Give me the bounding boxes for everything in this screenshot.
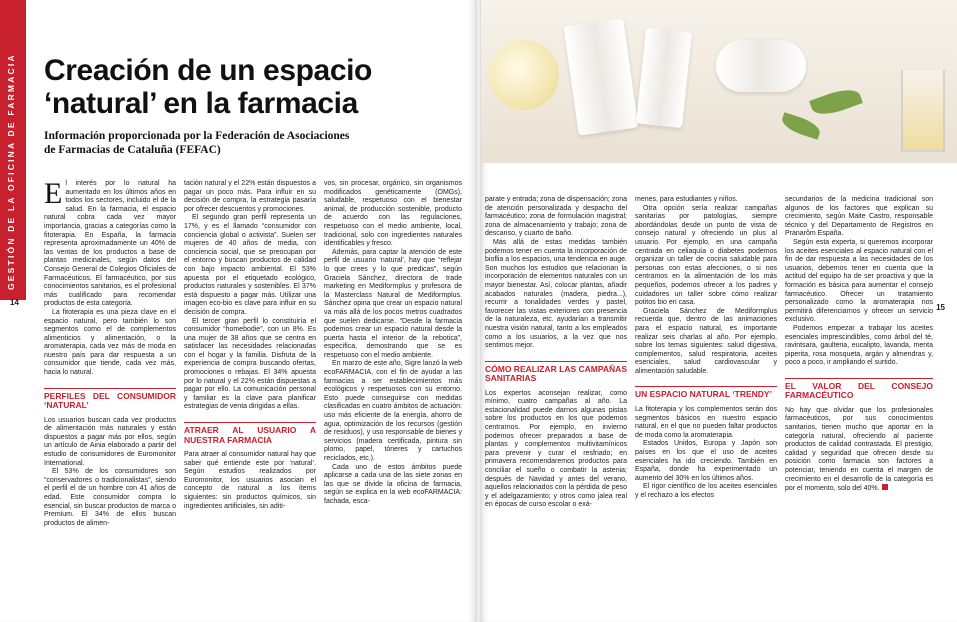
text-column-3 <box>324 180 462 507</box>
glass-shape <box>901 70 945 152</box>
right-page <box>481 0 957 622</box>
tube-shape <box>716 40 806 92</box>
section-heading: ATRAER AL USUARIO A NUESTRA FARMACIA <box>184 422 316 445</box>
paragraph: parate y entrada; zona de dispensación; zona de atención personalizada y despacho del farmacéutico; zona de formulación magistral; zona de almacenamiento y trabajo; zona de descanso, y cuarto de baño. <box>485 196 627 238</box>
bottle-shape <box>636 28 692 128</box>
paragraph: Para atraer al consumidor natural hay que saber qué entiende este por ‘natural’. Según estudios realizados por Euromonitor, los usuarios asocian el concepto de natural a los ítems siguientes: sin productos químicos, sin ingredientes artificiales, sin aditi- <box>184 451 316 510</box>
paragraph: Graciela Sánchez de Mediformplus recuerda que, dentro de las animaciones para el espacio natural, es importante realizar seis charlas al año. Por ejemplo, sobre los temas siguientes: salud digestiva, complementos, salud respiratoria, aceites esenciales, salud cardiovascular y alimentación saludable. <box>635 307 777 375</box>
end-mark <box>882 484 888 490</box>
paragraph: El interés por lo natural ha aumentado en los últimos años en todos los sectores, incluido el de la salud. En la farmacia, el espacio natural cobra cada vez mayor importancia, gracias a categorías como la fitoterapia. En España, la farmacia representa aproximadamente un 40% de las ventas de los productos a base de plantas medicinales, según datos del Consejo General de Colegios Oficiales de Farmacéuticos. El farmacéutico, por sus conocimientos sanitarios, es el profesional más cualificado para recomendar productos de esta categoría. <box>44 177 176 308</box>
paragraph: La fitoterapia y los complementos serán dos segmentos básicos en nuestro espacio natural, en el que no pueden faltar productos de moda como la aromaterapia. <box>635 405 777 439</box>
section-label: GESTIÓN DE LA OFICINA DE FARMACIA <box>6 53 16 290</box>
title-line-1: Creación de un espacio <box>44 54 372 87</box>
subtitle-line-2: de Farmacias de Cataluña (FEFAC) <box>44 144 221 156</box>
paragraph: No hay que olvidar que los profesionales farmacéuticos, por sus conocimientos sanitarios, tienen mucho que aportar en la categoría natural, ofreciendo al paciente productos de calidad contrastada. El prestigio, calidad y seguridad que ofrecen desde su posición como farmacia son factores a potenciar, teniendo en cuenta el margen de crecimiento en el desarrollo de la categoría es por el momento, solo del 40%. <box>785 406 933 493</box>
paragraph: En marzo de este año, Sigre lanzó la web ecoFARMACIA, con el fin de ayudar a las farmacias a ser establecimientos más ecológicos y respetuosos con su entorno. Esto puede conseguirse con medidas clasificadas en cuatro ámbitos de actuación: uso más eficiente de la energía, ahorro de agua, optimización de los recursos (gestión de residuos), y uso responsable de bienes y servicios (madera certificada, pintura sin plomo, papel, tóneres y cartuchos reciclados, etc.). <box>324 360 462 462</box>
drop-cap: E <box>44 177 63 210</box>
paragraph: Los expertos aconsejan realizar, como mínimo, cuatro campañas al año. La estacionalidad puede darnos algunas pistas sobre los productos en los que podemos centrarnos. Por ejemplo, en invierno podemos ofrecer preparados a base de plantas y complementos multivitamínicos para prevenir y curar el resfriado; en primavera recomendaremos productos para conciliar el sueño o combatir la astenia; después de Navidad y antes del verano, aquellos relacionados con la pérdida de peso y el adelgazamiento; y otros como jalea real en épocas de curso escolar o exá- <box>485 389 627 509</box>
paragraph: Otra opción sería realizar campañas sanitarias por patologías, siempre abordándolas desde un punto de vista de consejo natural y ofreciendo un plus al usuario. Por ejemplo, en una campaña centrada en celiaquía o diabetes podemos organizar un taller de cocina saludable para personas con estas afecciones, o si nos centramos en la alimentación de los más pequeños, podemos ofrecer a los padres y cuidadores un taller sobre cómo realizar potitos bio en casa. <box>635 204 777 307</box>
paragraph: Estados Unidos, Europa y Japón son países en los que el uso de aceites esenciales ha ido creciendo. También en España, donde ha experimentado un aumento del 30% en los últimos años. <box>635 440 777 482</box>
section-heading: EL VALOR DEL CONSEJO FARMACÉUTICO <box>785 378 933 401</box>
leaf-shape <box>809 84 863 120</box>
paragraph: Los usuarios buscan cada vez productos de alimentación más naturales y están dispuestos a pagar más por ellos, según un artículo de Ainia elaborado a partir del estudio de consumidores de Euromonitor International. <box>44 416 176 467</box>
article-subtitle <box>44 129 464 157</box>
paragraph: Podemos empezar a trabajar los aceites esenciales imprescindibles, como árbol del té, ravintsara, gaulteria, eucalipto, lavanda, menta piperita, rosa mosqueta, argán y almendras y, poco a poco, ir ampliando el surtido. <box>785 324 933 367</box>
paragraph: secundarios de la medicina tradicional son algunos de los factores que explican su crecimiento, según Maite Castro, responsable técnico y del Departamento de Registros en Pranarôm España. <box>785 196 933 238</box>
text-column-6 <box>785 196 933 494</box>
bottle-shape <box>564 18 639 135</box>
paragraph: El tercer gran perfil lo constituiría el consumidor “homebodie”, con un 8%. Es una mujer de 38 años que se centra en satisfacer las necesidades relacionadas con el hogar y la familia. Disfruta de la experiencia de compra buscando ofertas, promociones o rebajas. El 34% apuesta por lo natural y el 22% están dispuestas a pagar por ello. La comunicación personal y familiar es la clave para planificar estrategias de venta dirigidas a ellas. <box>184 317 316 411</box>
paragraph: tación natural y el 22% están dispuestos a pagar un poco más. Para influir en su decisión de compra, la estrategia pasaría por ofrecer descuentos y promociones. <box>184 180 316 213</box>
paragraph: Más allá de estas medidas también podemos tener en cuenta la incorporación de bioflia a los espacios, una tendencia en auge. Son muchos los estudios que relacionan la incorporación de elementos naturales con un mayor bienestar. Así, colocar plantas, añadir acabados naturales (madera, piedra...), recurrir a tonalidades verdes y pastel, favorecer las vistas exteriores con presencia de la naturaleza, etc. ayudarían a transmitir nuestra visión natural, tanto a los empleados como a los usuarios, a la vez que nos sentimos mejor. <box>485 238 627 350</box>
paragraph: menes, para estudiantes y niños. <box>635 196 738 203</box>
paragraph: El rigor científico de los aceites esenciales y el rechazo a los efectos <box>635 483 777 499</box>
article-title <box>44 54 372 120</box>
text-column-2 <box>184 180 316 511</box>
page-number: 14 <box>10 298 19 307</box>
text-column-5 <box>635 196 777 501</box>
paragraph: Según esta experta, si queremos incorporar los aceites esenciales al espacio natural con el fin de dar respuesta a las necesidades de los usuarios, debemos tener en cuenta que la actitud del equipo ha de ser proactiva y que la formación es básica para aumentar el consejo farmacéutico. Ofrecer un tratamiento personalizado como la aromaterapia nos permitirá diferenciarnos y ofrecer un servicio exclusivo. <box>785 238 933 324</box>
paragraph: El segundo gran perfil representa un 17%, y es el llamado “consumidor con conciencia global o activista”. Suelen ser mujeres de 40 años de media, con conciencia social, que se preocupan por el entorno y buscan productos de calidad con bajo impacto ambiental. El 53% apuesta por el etiquetado ecológico, productos naturales y sostenibles. El 37% está dispuesto a pagar más. Utilizar una imagen eco-bio es clave para influir en su decisión de compra. <box>184 214 316 316</box>
paragraph: El 53% de los consumidores son “conservadores o tradicionalistas”, siendo el perfil el de un hombre con 41 años de edad. Este consumidor compra lo esencial, sin buscar productos de marca o Premium. El 34% de ellos buscan productos de alimen- <box>44 468 176 527</box>
paragraph: vos, sin procesar, orgánico, sin organismos modificados genéticamente (OMGs), saludable, respetuoso con el bienestar animal, de producción sostenible, producto de acuerdo con las regulaciones, respetuoso con el medio ambiente, local, tradicional, solo con ingredientes naturales identificables y fresco. <box>324 180 462 248</box>
paragraph: La fitoterapia es una pieza clave en el espacio natural, pero también lo son segmentos como el de complementos alimenticios y alimentación, o la aromaterapia, cada vez más de moda en nuestro país para dar respuesta a un consumidor que tiende, cada vez más, hacia lo natural. <box>44 308 176 377</box>
subtitle-line-1: Información proporcionada por la Federación de Asociaciones <box>44 130 350 142</box>
section-heading: PERFILES DEL CONSUMIDOR ‘NATURAL’ <box>44 388 176 411</box>
leaf-shape <box>780 112 823 140</box>
cream-jar-shape <box>489 40 559 110</box>
page-number: 15 <box>936 303 945 312</box>
text-column-1 <box>44 177 176 528</box>
hero-photo <box>481 0 957 163</box>
left-page <box>0 0 476 622</box>
title-line-2: ‘natural’ en la farmacia <box>44 87 358 120</box>
paragraph: Cada uno de estos ámbitos puede aplicarse a cada una de las siete zonas en las que se divide la oficina de farmacia, según se explica en la web ecoFARMACIA: fachada, esca- <box>324 463 462 505</box>
paragraph: Además, para captar la atención de este perfil de usuario ‘natural’, hay que “reflejar lo que crees y lo que predicas”, según Graciela Sánchez, directora de trade marketing en Mediformplus y profesora de la Masterclass Natural de Mediformplus. Sánchez opina que crear un espacio natural va más allá de los pocos metros cuadrados que suelen dedicarse. “Desde la farmacia podemos crear un espacio natural desde la puerta hasta el interior de la rebotica”, especifica, demostrando que se es respetuoso con el medio ambiente. <box>324 248 462 359</box>
section-heading: CÓMO REALIZAR LAS CAMPAÑAS SANITARIAS <box>485 361 627 384</box>
text-column-4 <box>485 196 627 510</box>
section-heading: UN ESPACIO NATURAL ‘TRENDY’ <box>635 386 777 400</box>
